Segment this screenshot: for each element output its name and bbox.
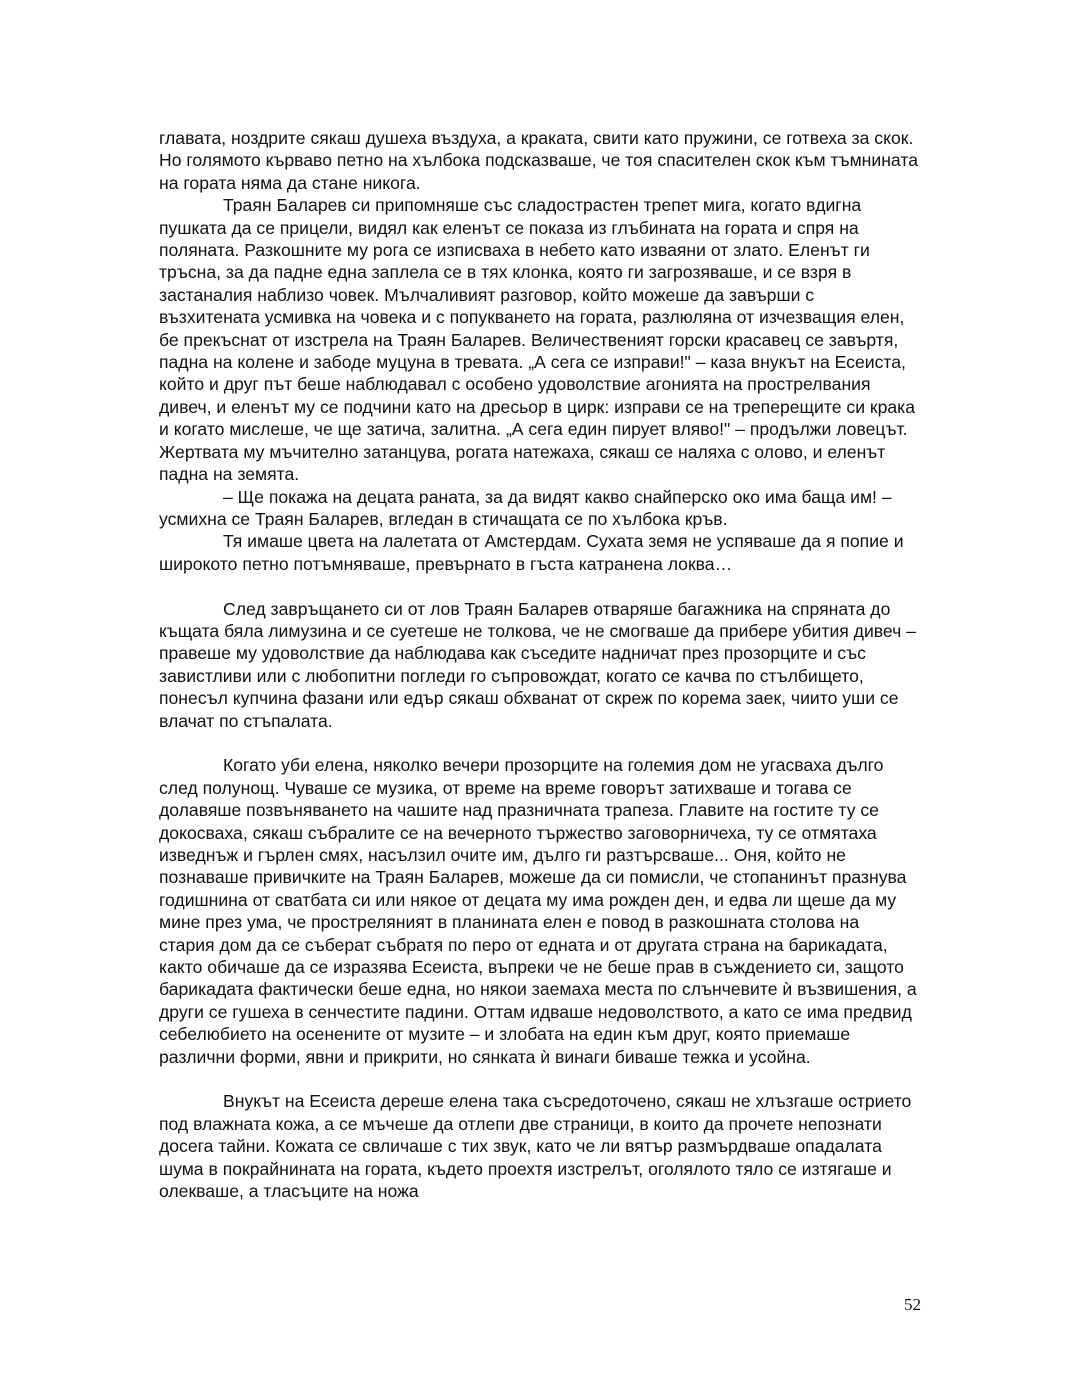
- paragraph: След завръщането си от лов Траян Баларев отваряше багажника на спряната до къщата бяла лимузина и се суетеше не толкова, че не смогваше да прибере убития дивеч – правеше му удоволствие да наблюдава как съседите надничат през прозорците и със завистливи или с любопитни погледи го съпровождат, когато се качва по стълбището, понесъл купчина фазани или едър сякаш обхванат от скреж по корема заек, чиито уши се влачат по стъпалата.: [159, 598, 916, 731]
- page-number: 52: [904, 1295, 921, 1314]
- paragraph: Тя имаше цвета на лалетата от Амстердам. Сухата земя не успяваше да я попие и широкото петно потъмняваше, превърнато в гъста катранена локва…: [159, 531, 904, 574]
- paragraph: главата, ноздрите сякаш душеха въздуха, а краката, свити като пружини, се готвеха за скок. Но голямото кърваво петно на хълбока подсказваше, че тоя спасителен скок към тъмнината на гората няма да стане никога.: [159, 128, 918, 193]
- paragraph: Траян Баларев си припомняше със сладострастен трепет мига, когато вдигна пушката да се прицели, видял как еленът се показа из глъбината на гората и спря на поляната. Разкошните му рога се изписваха в небето като изваяни от злато. Еленът ги тръсна, за да падне една заплела се в тях клонка, която ги загрозяваше, и се взря в застаналия наблизо човек. Мълчаливият разговор, който можеше да завърши с възхитената усмивка на човека и с попукването на гората, разлюляна от изчезващия елен, бе прекъснат от изстрела на Траян Баларев. Величественият горски красавец се завъртя, падна на колене и забоде муцуна в тревата. „А сега се изправи!" – каза внукът на Есеиста, който и друг път беше наблюдавал с особено удоволствие агонията на прострелвания дивеч, и еленът му се подчини като на дресьор в цирк: изправи се на треперещите си крака и когато мислеше, че ще затича, залитна. „А сега един пирует вляво!" – продължи ловецът. Жертвата му мъчително затанцува, рогата натежаха, сякаш се наляха с олово, и еленът падна на земята.: [159, 195, 916, 485]
- paragraph-gap: [159, 1068, 919, 1090]
- paragraph: Когато уби елена, няколко вечери прозорците на големия дом не угасваха дълго след полунощ. Чуваше се музика, от време на време говорът затихваше и тогава се долавяше позвъняването на чашите над празничната трапеза. Главите на гостите ту се докосваха, сякаш събралите се на вечерното тържество заговорничеха, ту се отмятаха изведнъж и гърлен смях, насълзил очите им, дълго ги разтърсваше... Оня, който не познаваше привичките на Траян Баларев, можеше да си помисли, че стопанинът празнува годишнина от сватбата си или някое от децата му има рожден ден, и едва ли щеше да му мине през ума, че простреляният в планината елен е повод в разкошната столова на стария дом да се съберат събратя по перо от едната и от другата страна на барикадата, както обичаше да се изразява Есеиста, въпреки че не беше прав в съждението си, защото барикадата фактически беше една, но някои заемаха места по слънчевите ѝ възвишения, а други се гушеха в сенчестите падини. Оттам идваше недоволството, а като се има предвид себелюбието на осенените от музите – и злобата на един към друг, която приемаше различни форми, явни и прикрити, но сянката ѝ винаги биваше тежка и усойна.: [159, 755, 917, 1067]
- paragraph-gap: [159, 575, 919, 597]
- paragraph: – Ще покажа на децата раната, за да видят какво снайперско око има баща им! – усмихна се Траян Баларев, вгледан в стичащата се по хълбока кръв.: [159, 486, 892, 529]
- page-text: [159, 127, 919, 1202]
- paragraph-gap: [159, 732, 919, 754]
- paragraph: Внукът на Есеиста дереше елена така съсредоточено, сякаш не хлъзгаше острието под влажната кожа, а се мъчеше да отлепи две страници, в които да прочете непознати досега тайни. Кожата се свличаше с тих звук, като че ли вятър размърдваше опадалата шума в покрайнината на гората, където проехтя изстрелът, оголялото тяло се изтягаше и олекваше, а тласъците на ножа: [159, 1091, 912, 1202]
